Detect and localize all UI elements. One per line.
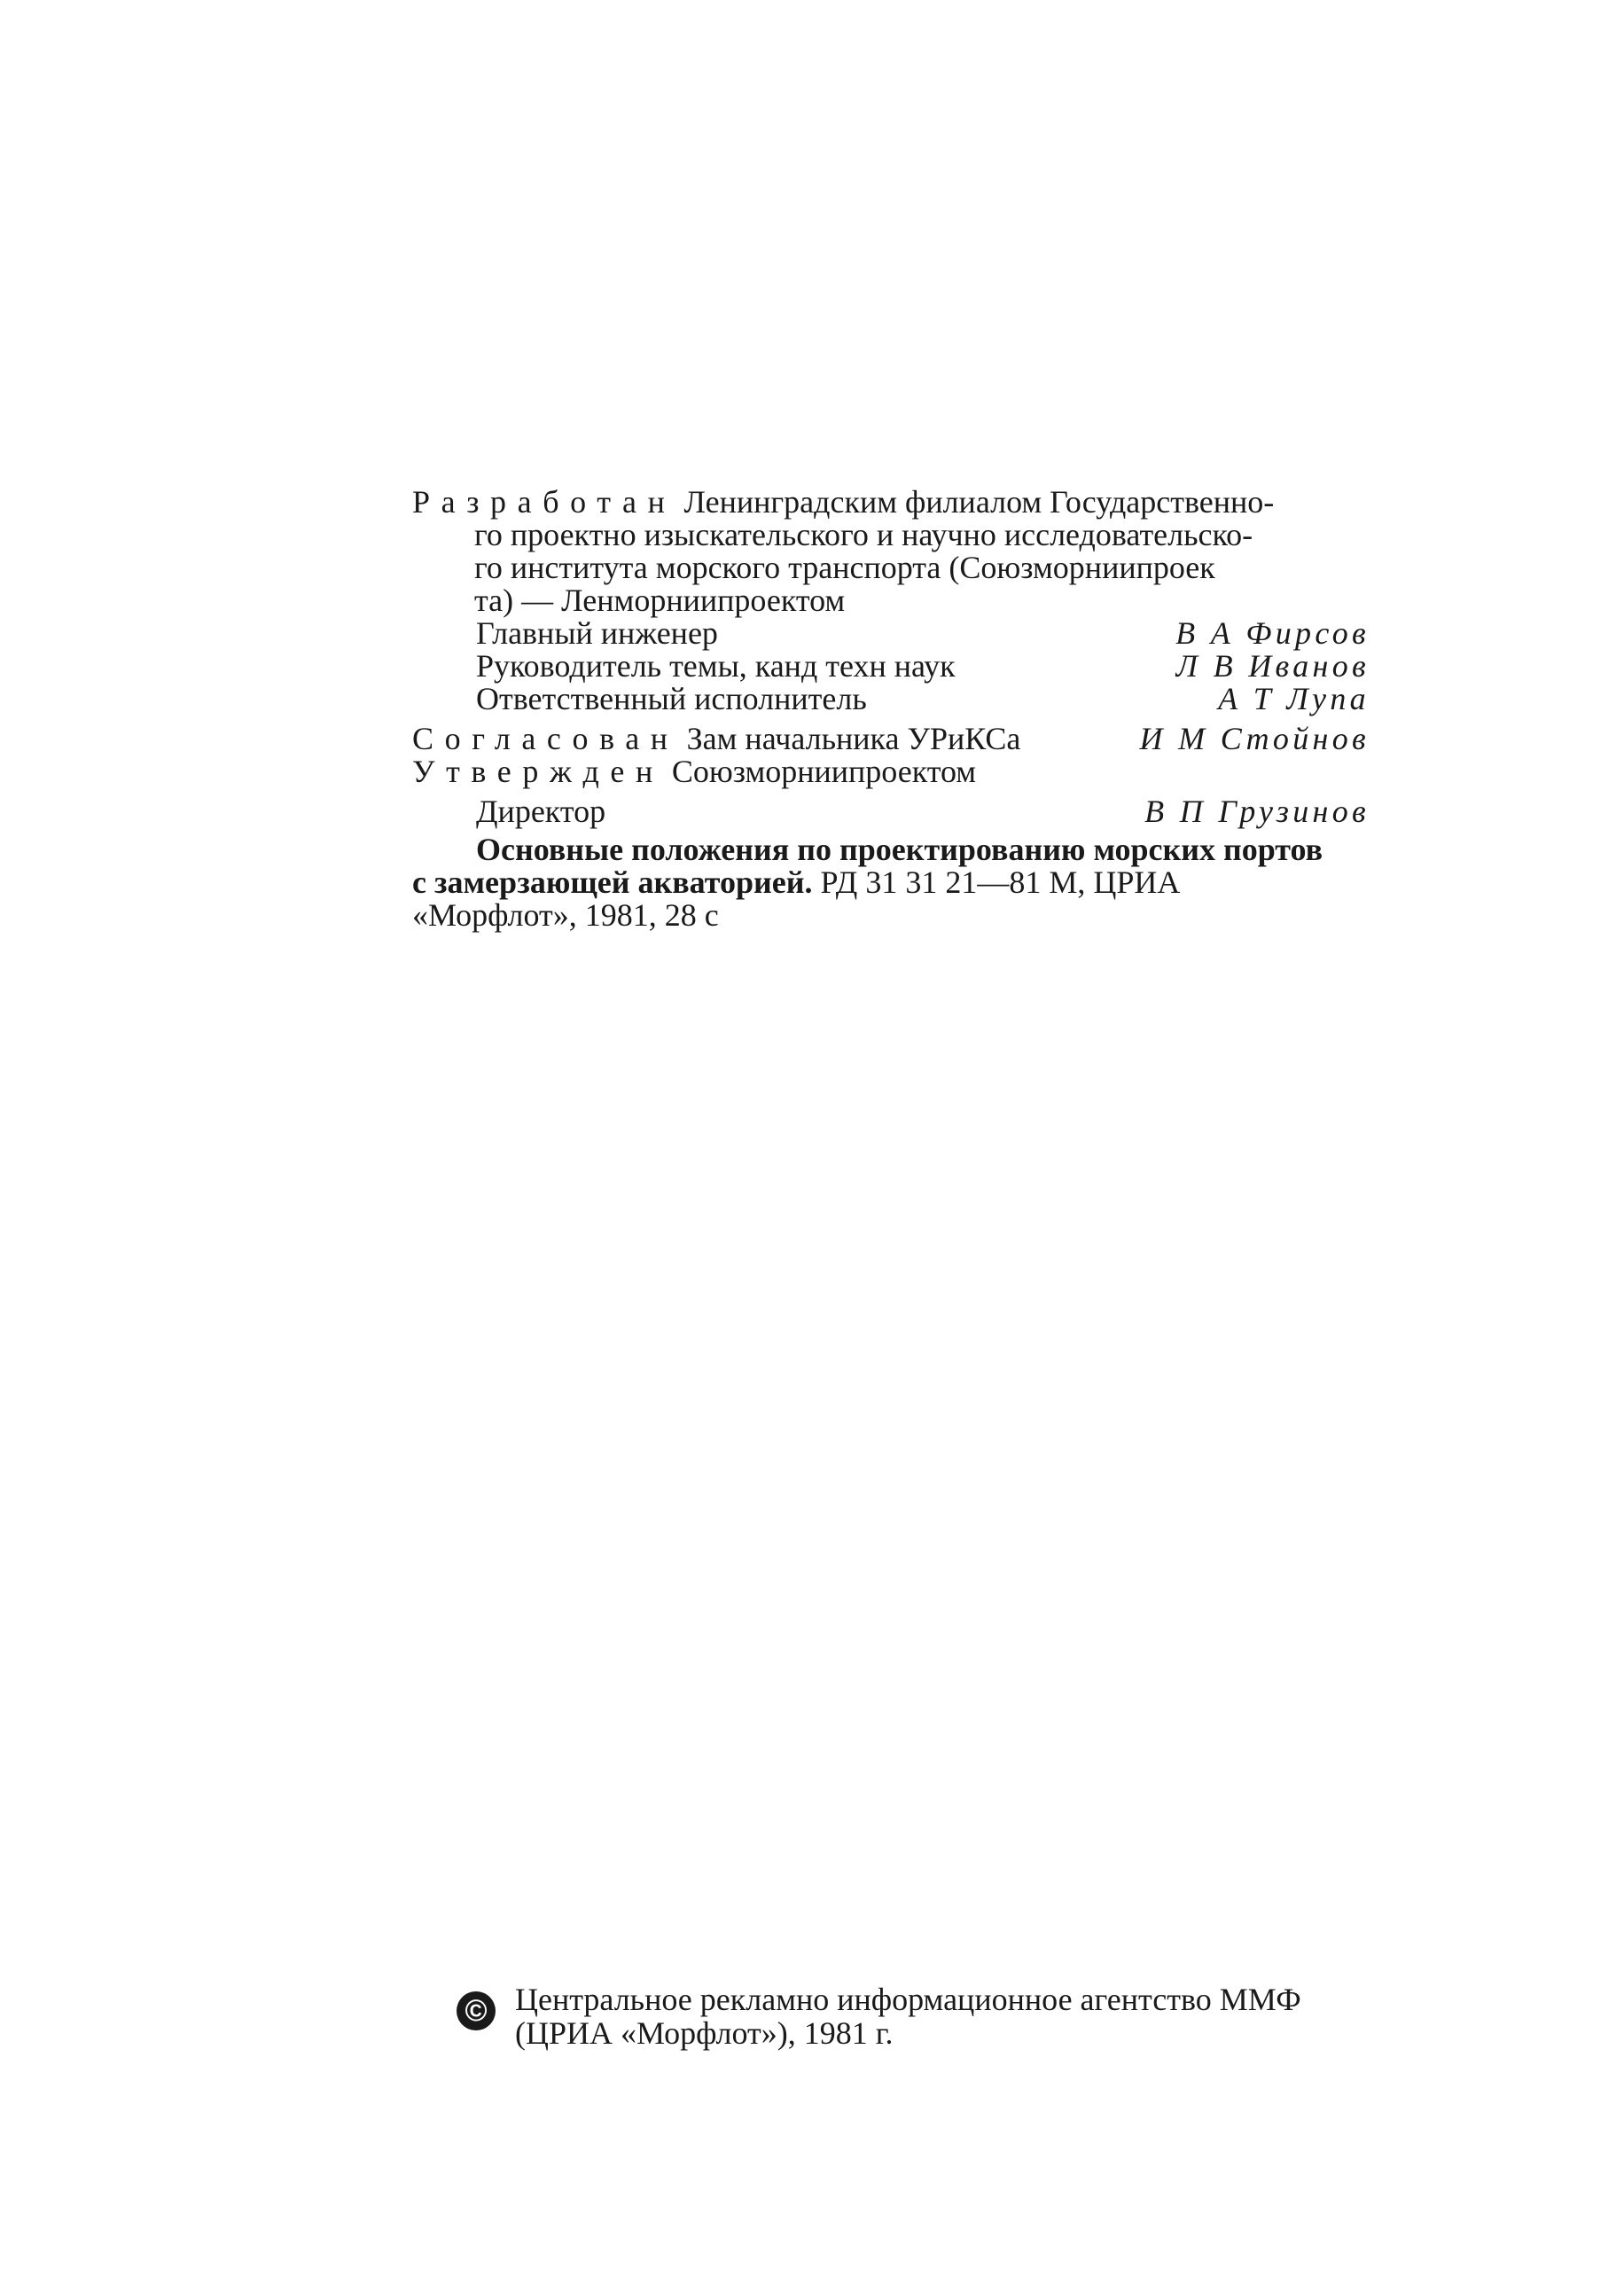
- copyright-text: [515, 1983, 1301, 2050]
- director-name: В П Грузинов: [1144, 794, 1370, 829]
- developed-label: Разработан: [412, 484, 676, 520]
- copyright-line-1: Центральное рекламно информационное агентство ММФ: [515, 1982, 1301, 2017]
- director-role: Директор: [476, 794, 606, 829]
- signature-row: [412, 617, 1370, 650]
- copyright-notice: [457, 1983, 1378, 2050]
- signature-role: Главный инженер: [476, 615, 718, 651]
- signature-role: Руководитель темы, канд техн наук: [476, 648, 956, 684]
- agreed-row: [412, 723, 1370, 755]
- director-row: [412, 795, 1370, 828]
- signature-name: А Т Лупа: [1218, 681, 1370, 716]
- agreed-text: Зам начальника УРиКСа: [686, 721, 1021, 756]
- agreed-text-wrap: [412, 723, 1020, 755]
- signature-name: В А Фирсов: [1175, 615, 1370, 651]
- approved-text: Союзморниипроектом: [671, 754, 977, 789]
- copyright-line-2: (ЦРИА «Морфлот»), 1981 г.: [515, 2015, 894, 2051]
- annotation-reference: РД 31 31 21—81 М, ЦРИА: [812, 864, 1181, 900]
- credits-block: [412, 486, 1370, 932]
- signature-row: [412, 650, 1370, 683]
- developed-line-1: [412, 486, 1370, 519]
- signature-name: Л В Иванов: [1175, 648, 1370, 684]
- approved-label: Утвержден: [412, 754, 664, 789]
- agreed-name: И М Стойнов: [1139, 721, 1370, 756]
- bibliographic-annotation: [412, 833, 1370, 932]
- annotation-line-3: «Морфлот», 1981, 28 с: [412, 897, 719, 933]
- annotation-line-2: [412, 866, 1370, 899]
- developed-line-2: го проектно изыскательского и научно исследовательско-: [474, 517, 1253, 552]
- annotation-title-line-1: Основные положения по проектированию морских портов: [476, 832, 1323, 867]
- signature-role: Ответственный исполнитель: [476, 681, 867, 716]
- annotation-title-line-2: с замерзающей акваторией.: [412, 864, 813, 900]
- developed-line-4: та) — Ленморниипроектом: [474, 583, 846, 618]
- developed-text-1: Ленинградским филиалом Государственно-: [683, 484, 1275, 520]
- approved-line: [412, 755, 1370, 788]
- signature-row: [412, 683, 1370, 716]
- developed-line-3: го института морского транспорта (Союзморниипроек: [474, 550, 1215, 585]
- agreed-label: Согласован: [412, 721, 679, 756]
- copyright-icon: ©: [457, 1991, 496, 2030]
